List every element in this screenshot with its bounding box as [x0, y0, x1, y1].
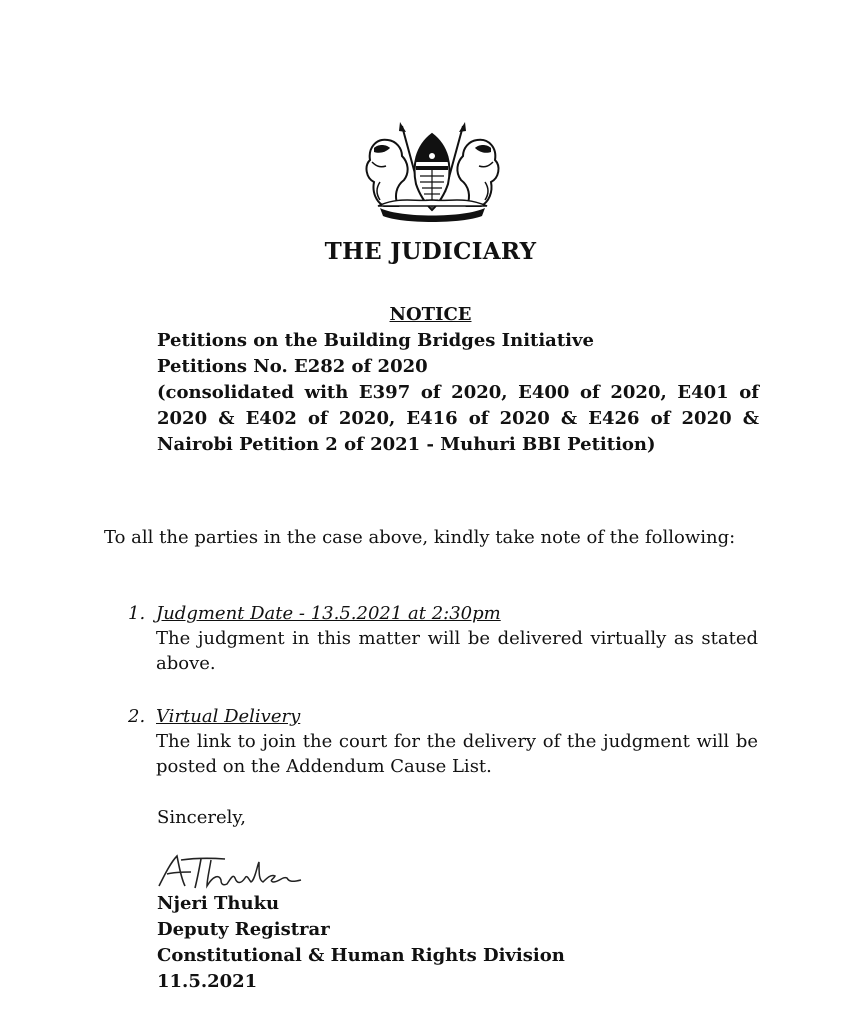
subject-line: Petitions on the Building Bridges Initiative — [157, 330, 594, 351]
signatory-title: Deputy Registrar — [157, 919, 330, 940]
subject-line: Petitions No. E282 of 2020 — [157, 356, 428, 377]
list-item — [128, 704, 758, 779]
signature-date: 11.5.2021 — [157, 971, 258, 992]
kenya-coat-of-arms-icon — [350, 122, 515, 222]
item-number: 1. — [128, 603, 146, 624]
item-heading: Virtual Delivery — [156, 706, 301, 727]
item-text: The link to join the court for the delivery of the judgment will be posted on the Addendum Cause List. — [156, 731, 758, 777]
subject-line: (consolidated with E397 of 2020, E400 of 2020, E401 of — [157, 382, 759, 403]
intro-paragraph: To all the parties in the case above, kindly take note of the following: — [104, 527, 736, 548]
signatory-division: Constitutional & Human Rights Division — [157, 945, 565, 966]
notice-heading: NOTICE — [389, 304, 472, 325]
subject-line: Nairobi Petition 2 of 2021 - Muhuri BBI Petition) — [157, 434, 656, 455]
closing-text: Sincerely, — [157, 807, 246, 828]
subject-line: 2020 & E402 of 2020, E416 of 2020 & E426 of 2020 & — [157, 408, 759, 429]
notice-subject — [157, 328, 759, 458]
item-heading: Judgment Date - 13.5.2021 at 2:30pm — [156, 603, 501, 624]
organization-title: THE JUDICIARY — [324, 238, 537, 265]
handwritten-signature — [155, 850, 335, 894]
signatory-name: Njeri Thuku — [157, 893, 280, 914]
item-text: The judgment in this matter will be delivered virtually as stated above. — [156, 628, 758, 674]
list-item — [128, 601, 758, 676]
item-number: 2. — [128, 706, 146, 727]
signatory-block — [157, 891, 565, 995]
